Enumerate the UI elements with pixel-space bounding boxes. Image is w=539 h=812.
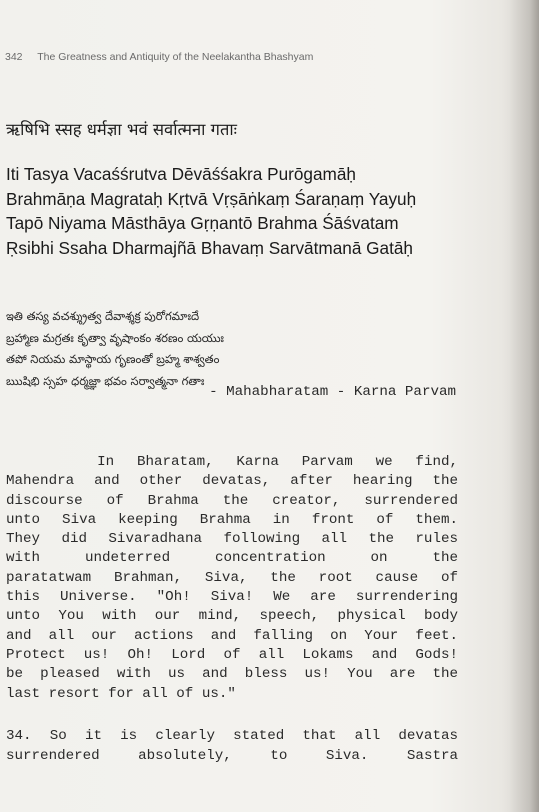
- telugu-line: ఇతి తస్య వచశ్శ్రుత్వ దేవాశ్శక్ర పురోగమాఃదే: [6, 309, 200, 323]
- transliteration-line: Brahmāṇa Magrataḥ Kṛtvā Vṛṣāṅkaṃ Śaraṇaṃ Yayuḥ: [6, 188, 417, 209]
- paragraph-line: discourse of Brahma the creator, surrendered: [6, 492, 458, 509]
- body-paragraph-1: [6, 453, 458, 704]
- transliteration-line: Ṛsibhi Ssaha Dharmajñā Bhavaṃ Sarvātmanā Gatāḥ: [6, 237, 413, 258]
- page-number: 342: [5, 51, 23, 63]
- paragraph-line: paratatwam Brahman, Siva, the root cause of: [6, 569, 458, 586]
- body-paragraph-2: [6, 726, 458, 766]
- telugu-line: తపో నియమ మాస్థాయ గృణంతో బ్రహ్మ శాశ్వతం: [6, 352, 220, 366]
- running-title: The Greatness and Antiquity of the Neelakantha Bhashyam: [37, 51, 314, 63]
- verse-devanagari: ऋषिभि स्सह धर्मज्ञा भवं सर्वात्मना गताः: [6, 120, 237, 139]
- paragraph-line: 34. So it is clearly stated that all devatas: [6, 728, 458, 744]
- running-header: [5, 51, 505, 63]
- paragraph-line: They did Sivaradhana following all the rules: [6, 531, 458, 548]
- paragraph-line: unto You with our mind, speech, physical body: [6, 608, 458, 625]
- verse-telugu: [6, 306, 476, 392]
- paragraph-line: this Universe. "Oh! Siva! We are surrendering: [6, 589, 458, 606]
- paragraph-line: and all our actions and falling on Your feet.: [6, 627, 458, 644]
- page-edge-shadow: [509, 0, 539, 812]
- paragraph-line: In Bharatam, Karna Parvam we find,: [6, 454, 458, 470]
- verse-transliteration: [6, 162, 476, 260]
- paragraph-line: unto Siva keeping Brahma in front of them.: [6, 511, 458, 528]
- paragraph-line: last resort for all of us.": [6, 685, 236, 702]
- transliteration-line: Iti Tasya Vacaśśrutva Dēvāśśakra Purōgamāḥ: [6, 164, 356, 184]
- telugu-line: బ్రహ్మాణ మగ్రతః కృత్వా వృషాంకం శరణం యయుః: [6, 330, 224, 345]
- verse-source: - Mahabharatam - Karna Parvam: [209, 384, 456, 400]
- paragraph-line: with undeterred concentration on the: [6, 550, 458, 567]
- telugu-line: ఋషిభి స్సహ ధర్మజ్ఞా భవం సర్వాత్మనా గతాః: [6, 373, 205, 388]
- paragraph-line: be pleased with us and bless us! You are the: [6, 666, 458, 683]
- transliteration-line: Tapō Niyama Māsthāya Gṛṇantō Brahma Śāśvatam: [6, 213, 399, 233]
- paragraph-line: surrendered absolutely, to Siva. Sastra: [6, 748, 458, 764]
- paragraph-line: Protect us! Oh! Lord of all Lokams and Gods!: [6, 646, 458, 663]
- paragraph-line: Mahendra and other devatas, after hearing the: [6, 473, 458, 490]
